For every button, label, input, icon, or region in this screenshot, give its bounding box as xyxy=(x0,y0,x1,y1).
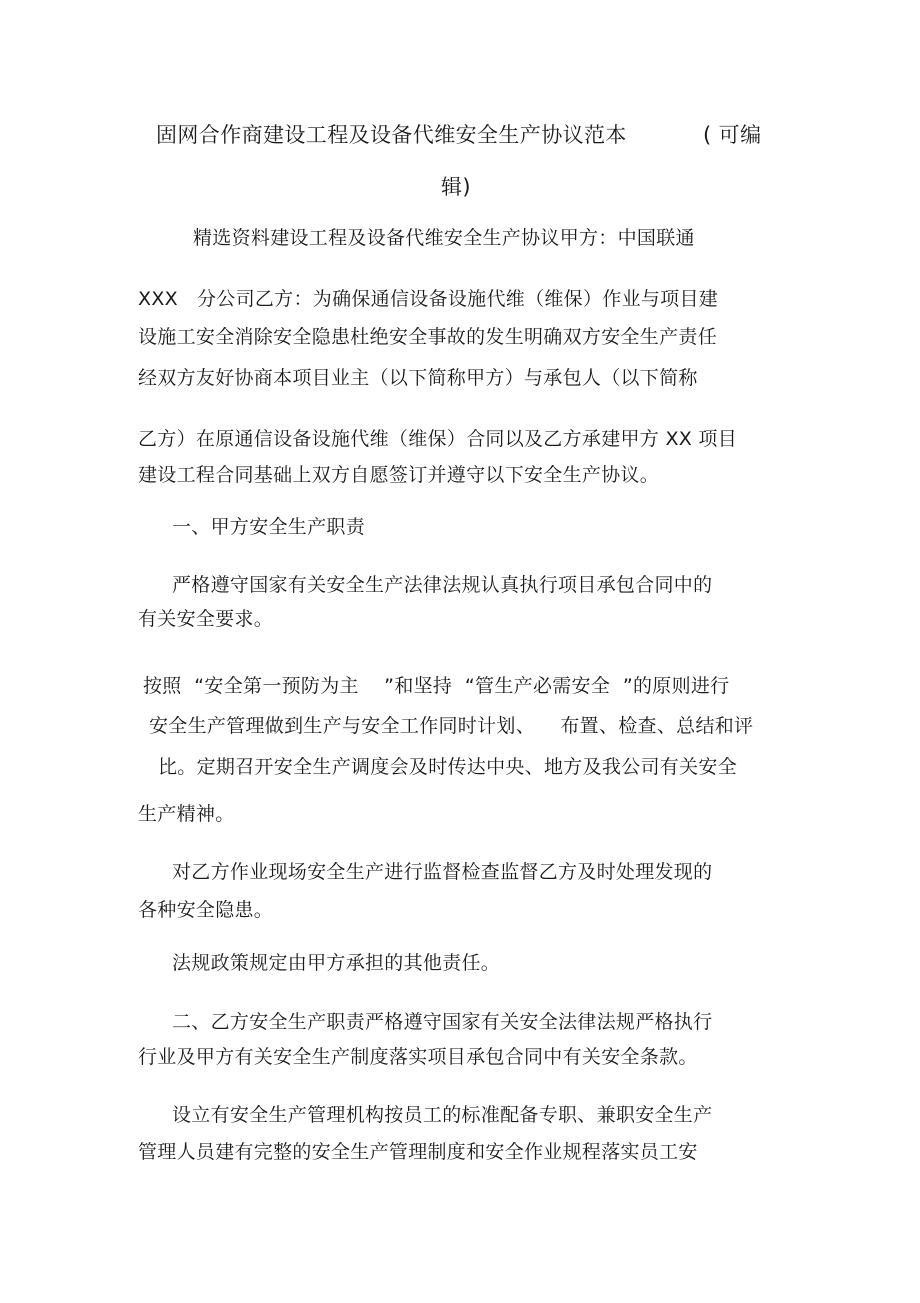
intro-line: 建设工程合同基础上双方自愿签订并遵守以下安全生产协议。 xyxy=(138,464,660,486)
paragraph-line: 比。定期召开安全生产调度会及时传达中央、地方及我公司有关安全 xyxy=(158,756,738,778)
document-title-editable-note-cont: 辑) xyxy=(441,175,471,199)
paragraph-line: 严格遵守国家有关安全生产法律法规认真执行项目承包合同中的 xyxy=(172,574,713,596)
paragraph-line: 生产精神。 xyxy=(138,803,235,825)
paragraph-line: 按照 “安全第一预防为主 ”和坚持 “管生产必需安全 ”的原则进行 xyxy=(143,675,730,697)
paragraph-line: 二、乙方安全生产职责严格遵守国家有关安全法律法规严格执行 xyxy=(172,1011,713,1033)
document-title-editable-note: ( 可编 xyxy=(703,123,762,147)
intro-line: XXX 分公司乙方：为确保通信设备设施代维（维保）作业与项目建 xyxy=(138,288,719,310)
intro-line: 设施工安全消除安全隐患杜绝安全事故的发生明确双方安全生产责任 xyxy=(138,326,718,348)
section-heading: 一、甲方安全生产职责 xyxy=(172,516,366,538)
paragraph-line: 行业及甲方有关安全生产制度落实项目承包合同中有关安全条款。 xyxy=(138,1046,698,1068)
document-subtitle: 精选资料建设工程及设备代维安全生产协议甲方：中国联通 xyxy=(193,227,695,249)
intro-line: 经双方友好协商本项目业主（以下简称甲方）与承包人（以下简称 xyxy=(138,367,698,389)
paragraph-line: 法规政策规定由甲方承担的其他责任。 xyxy=(172,952,501,974)
document-title: 固网合作商建设工程及设备代维安全生产协议范本 xyxy=(156,123,627,147)
paragraph-line: 有关安全要求。 xyxy=(138,608,274,630)
paragraph-line: 对乙方作业现场安全生产进行监督检查监督乙方及时处理发现的 xyxy=(172,861,713,883)
paragraph-line: 管理人员建有完整的安全生产管理制度和安全作业规程落实员工安 xyxy=(138,1141,698,1163)
paragraph-line: 各种安全隐患。 xyxy=(138,899,274,921)
intro-line: 乙方）在原通信设备设施代维（维保）合同以及乙方承建甲方 XX 项目 xyxy=(138,428,738,450)
paragraph-line: 设立有安全生产管理机构按员工的标准配备专职、兼职安全生产 xyxy=(172,1104,713,1126)
paragraph-line: 安全生产管理做到生产与安全工作同时计划、 布置、检查、总结和评 xyxy=(149,715,754,737)
